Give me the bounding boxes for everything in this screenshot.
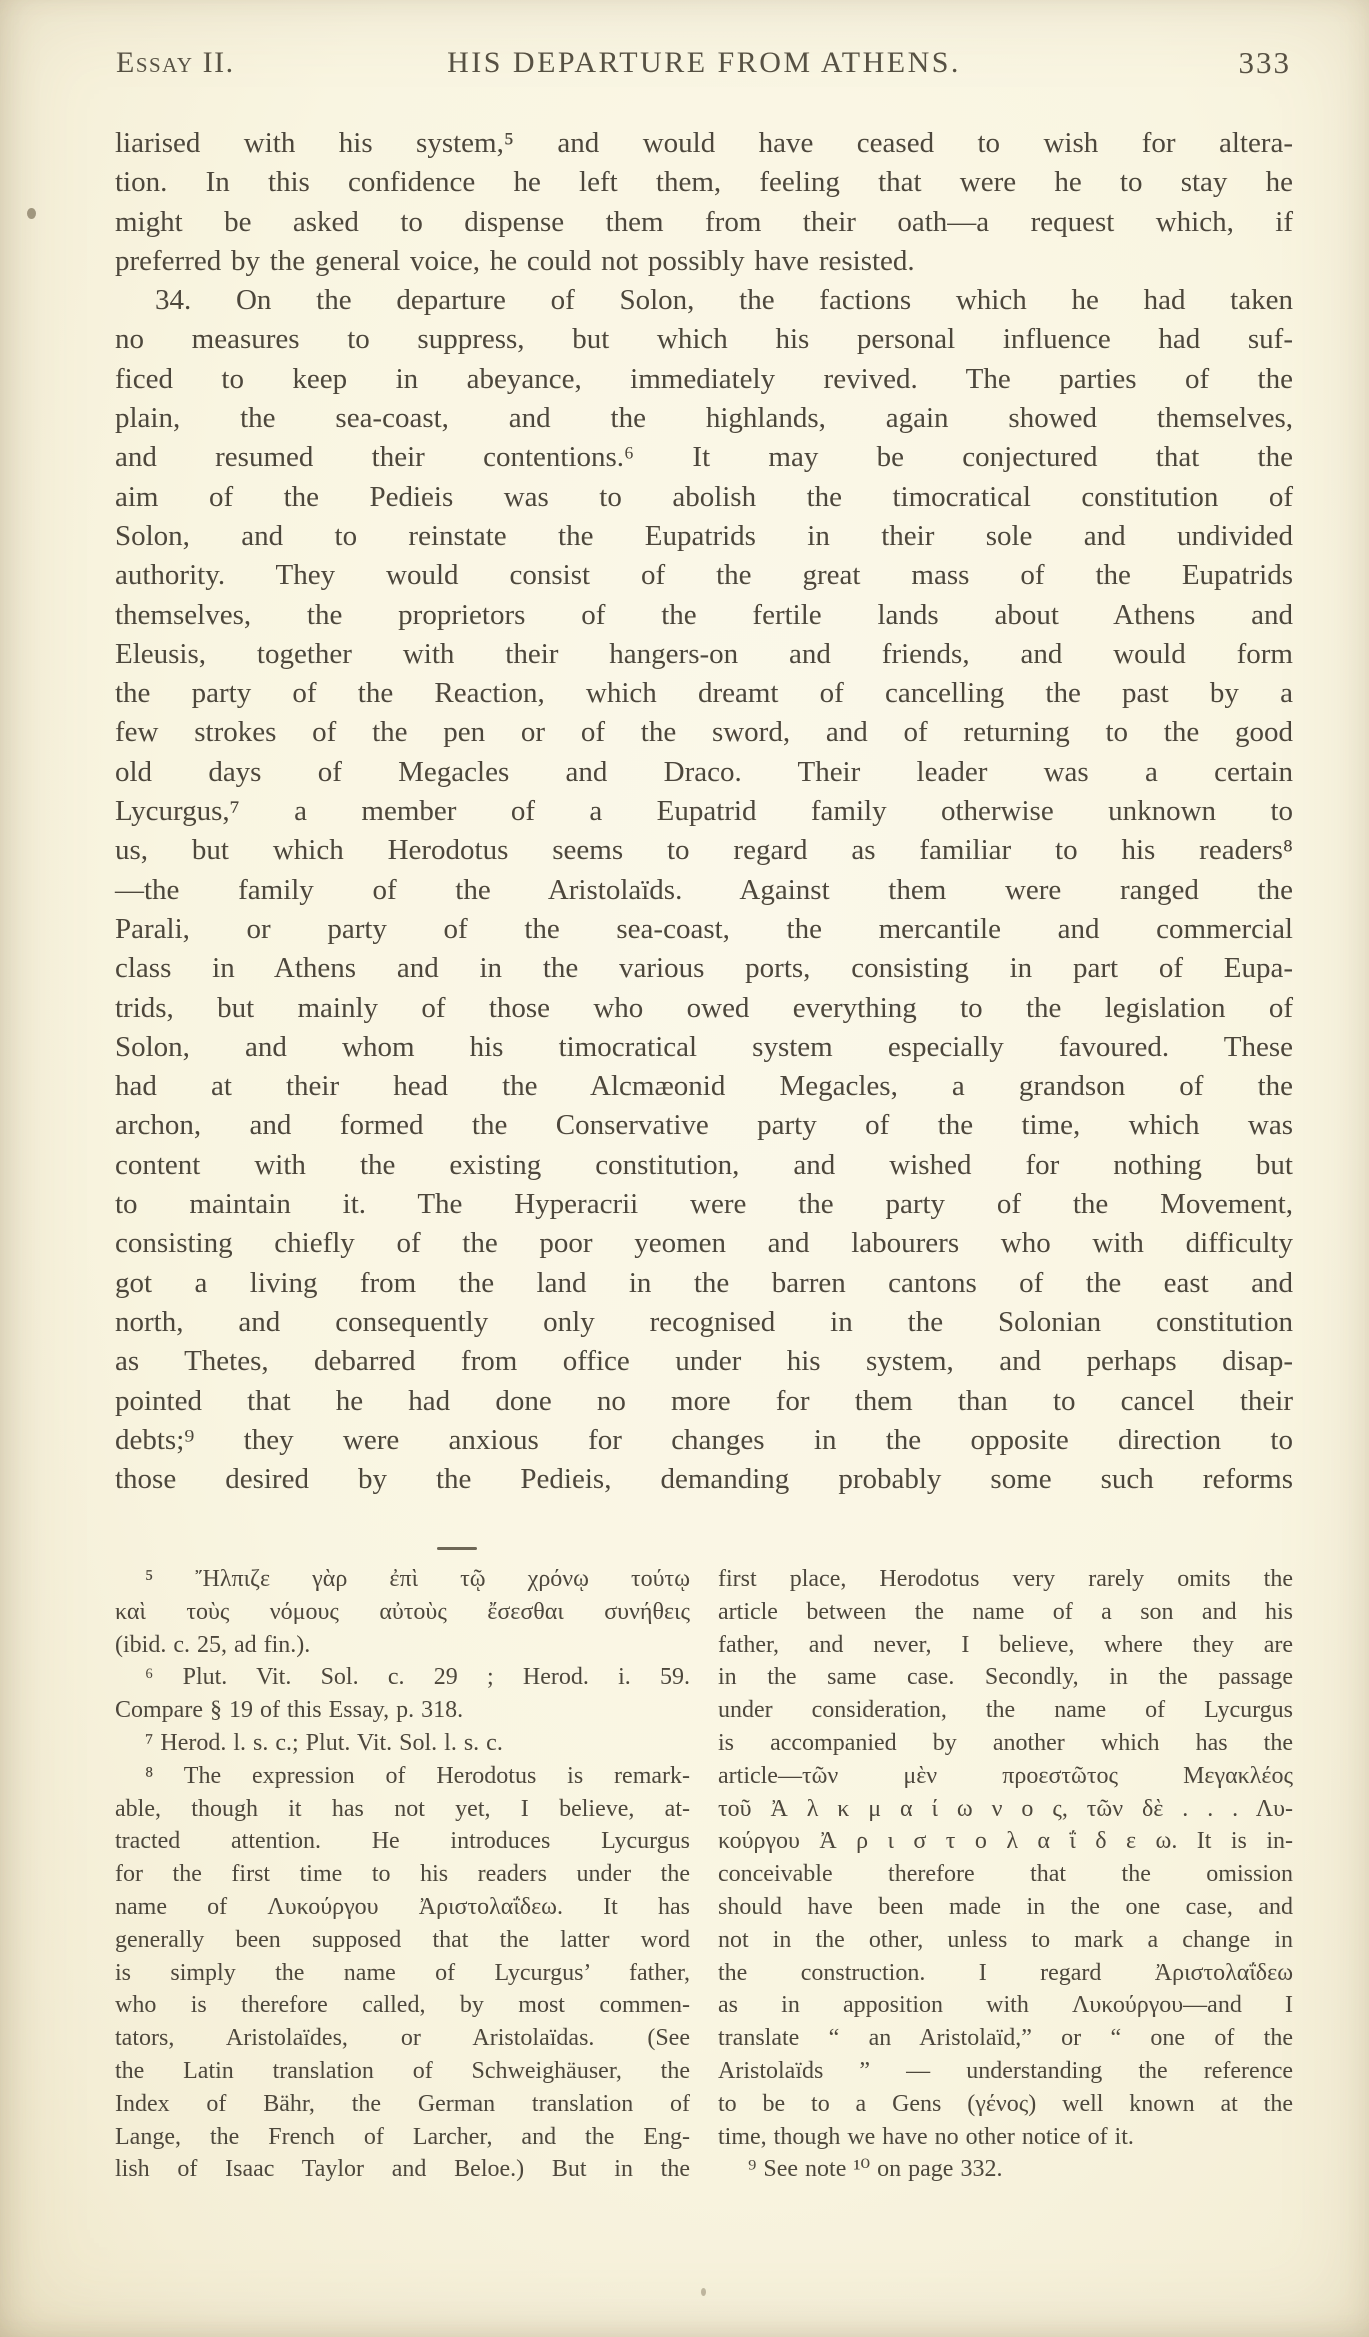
text-line: Eleusis, together with their hangers-on and friends, and would form [115, 637, 1293, 670]
footnote-line: ⁵ Ἤλπιζε γὰρ ἐπὶ τῷ χρόνῳ τούτῳ [145, 1566, 690, 1592]
footnote-line: article between the name of a son and his [718, 1598, 1293, 1625]
footnote-line: first place, Herodotus very rarely omits the [718, 1566, 1293, 1592]
text-line: those desired by the Pedieis, demanding probably some such reforms [115, 1463, 1293, 1496]
footnote-line: who is therefore called, by most commen- [115, 1992, 690, 2019]
text-line: and resumed their contentions.⁶ It may be conjectured that the [115, 441, 1293, 474]
footnote-line: κούργου Ἀ ρ ι σ τ ο λ α ΐ δ ε ω. It is in- [718, 1828, 1293, 1855]
text-line: might be asked to dispense them from their oath—a request which, if [115, 205, 1293, 238]
text-line: as Thetes, debarred from office under his system, and perhaps disap- [115, 1345, 1293, 1378]
footnotes [115, 1563, 1293, 2186]
text-line: north, and consequently only recognised in the Solonian constitution [115, 1305, 1293, 1338]
footnote-line: should have been made in the one case, and [718, 1893, 1293, 1920]
text-line: aim of the Pedieis was to abolish the timocratical constitution of [115, 480, 1293, 513]
footnote-line: as in apposition with Λυκούργου—and I [718, 1992, 1293, 2019]
text-line: had at their head the Alcmæonid Megacles, a grandson of the [115, 1070, 1293, 1103]
text-line: pointed that he had done no more for them than to cancel their [115, 1384, 1293, 1417]
footnote-line: article—τῶν μὲν προεστῶτος Μεγακλέος [718, 1762, 1293, 1789]
footnote-line: Lange, the French of Larcher, and the Eng- [115, 2123, 690, 2150]
text-line: trids, but mainly of those who owed everything to the legislation of [115, 991, 1293, 1024]
text-line: themselves, the proprietors of the fertile lands about Athens and [115, 598, 1293, 631]
text-line: 34. On the departure of Solon, the factions which he had taken [155, 284, 1293, 317]
text-line: Solon, and to reinstate the Eupatrids in their sole and undivided [115, 519, 1293, 552]
footnote-line: not in the other, unless to mark a change in [718, 1926, 1293, 1953]
text-line: tion. In this confidence he left them, feeling that were he to stay he [115, 166, 1293, 199]
text-line: content with the existing constitution, and wished for nothing but [115, 1148, 1293, 1181]
text-line: consisting chiefly of the poor yeomen and labourers who with difficulty [115, 1227, 1293, 1260]
text-line: ficed to keep in abeyance, immediately revived. The parties of the [115, 362, 1293, 395]
footnote-line: (ibid. c. 25, ad fin.). [115, 1631, 311, 1658]
footnote-line: is accompanied by another which has the [718, 1729, 1293, 1756]
text-line: Lycurgus,⁷ a member of a Eupatrid family otherwise unknown to [115, 795, 1293, 828]
header-essay-label: Essay II. [116, 46, 235, 79]
text-line: got a living from the land in the barren cantons of the east and [115, 1266, 1293, 1299]
text-line: —the family of the Aristolaïds. Against them were ranged the [115, 873, 1293, 906]
text-line: few strokes of the pen or of the sword, and of returning to the good [115, 716, 1293, 749]
footnote-line: to be to a Gens (γένος) well known at the [718, 2090, 1293, 2117]
footnote-line: Compare § 19 of this Essay, p. 318. [115, 1697, 464, 1724]
header-page-number: 333 [1238, 45, 1291, 80]
paragraph-1 [115, 124, 1293, 281]
footnote-line: tators, Aristolaïdes, or Aristolaïdas. (See [115, 2025, 690, 2052]
footnotes-left-column [115, 1563, 690, 2186]
ink-speck [701, 2288, 706, 2296]
text-line: debts;⁹ they were anxious for changes in the opposite direction to [115, 1423, 1293, 1456]
footnote-line: ⁹ See note ¹⁰ on page 332. [748, 2156, 1003, 2183]
text-line: preferred by the general voice, he could not possibly have resisted. [115, 244, 915, 277]
text-line: Parali, or party of the sea-coast, the mercantile and commercial [115, 912, 1293, 945]
header-running-title: HIS DEPARTURE FROM ATHENS. [447, 46, 961, 79]
ink-speck [27, 208, 36, 219]
text-line: liarised with his system,⁵ and would have ceased to wish for altera- [115, 127, 1293, 159]
main-text [115, 124, 1293, 1499]
footnote-line: καὶ τοὺς νόμους αὐτοὺς ἔσεσθαι συνήθεις [115, 1598, 690, 1625]
text-line: old days of Megacles and Draco. Their leader was a certain [115, 755, 1293, 788]
text-line: class in Athens and in the various ports, consisting in part of Eupa- [115, 952, 1293, 985]
footnote-line: father, and never, I believe, where they are [718, 1631, 1293, 1658]
footnote-line: time, though we have no other notice of it. [718, 2123, 1134, 2150]
footnote-line: ⁶ Plut. Vit. Sol. c. 29 ; Herod. i. 59. [145, 1664, 690, 1691]
footnote-line: the Latin translation of Schweighäuser, the [115, 2057, 690, 2084]
footnote-line: ⁸ The expression of Herodotus is remark- [145, 1762, 690, 1789]
footnote-line: generally been supposed that the latter word [115, 1926, 690, 1953]
footnotes-right-column [718, 1563, 1293, 2186]
footnote-line: under consideration, the name of Lycurgus [718, 1697, 1293, 1724]
footnote-line: for the first time to his readers under the [115, 1861, 690, 1888]
text-line: plain, the sea-coast, and the highlands, again showed themselves, [115, 402, 1293, 435]
footnote-line: τοῦ Ἀ λ κ μ α ί ω ν ο ς, τῶν δὲ . . . Λυ- [718, 1795, 1293, 1822]
footnote-line: lish of Isaac Taylor and Beloe.) But in the [115, 2156, 690, 2183]
text-line: to maintain it. The Hyperacrii were the party of the Movement, [115, 1188, 1293, 1221]
footnote-line: is simply the name of Lycurgus’ father, [115, 1959, 690, 1986]
footnote-line: Index of Bähr, the German translation of [115, 2090, 690, 2117]
footnote-line: Aristolaïds ” — understanding the reference [718, 2057, 1293, 2084]
footnote-line: tracted attention. He introduces Lycurgus [115, 1828, 690, 1855]
text-line: Solon, and whom his timocratical system especially favoured. These [115, 1030, 1293, 1063]
footnote-line: ⁷ Herod. l. s. c.; Plut. Vit. Sol. l. s. c. [145, 1729, 503, 1756]
text-line: archon, and formed the Conservative party of the time, which was [115, 1109, 1293, 1142]
footnote-line: able, though it has not yet, I believe, at- [115, 1795, 690, 1822]
text-line: us, but which Herodotus seems to regard as familiar to his readers⁸ [115, 834, 1293, 867]
footnote-line: the construction. I regard Ἀριστολαΐδεω [718, 1959, 1293, 1986]
paragraph-2 [115, 281, 1293, 1499]
text-line: authority. They would consist of the great mass of the Eupatrids [115, 559, 1293, 592]
footnote-line: in the same case. Secondly, in the passage [718, 1664, 1293, 1691]
footnote-line: name of Λυκούργου Ἀριστολαΐδεω. It has [115, 1893, 690, 1920]
text-line: the party of the Reaction, which dreamt of cancelling the past by a [115, 677, 1293, 710]
footnote-line: conceivable therefore that the omission [718, 1861, 1293, 1888]
text-line: no measures to suppress, but which his personal influence had suf- [115, 323, 1293, 356]
footnote-line: translate “ an Aristolaïd,” or “ one of the [718, 2025, 1293, 2052]
footnote-separator-dash [437, 1547, 477, 1550]
